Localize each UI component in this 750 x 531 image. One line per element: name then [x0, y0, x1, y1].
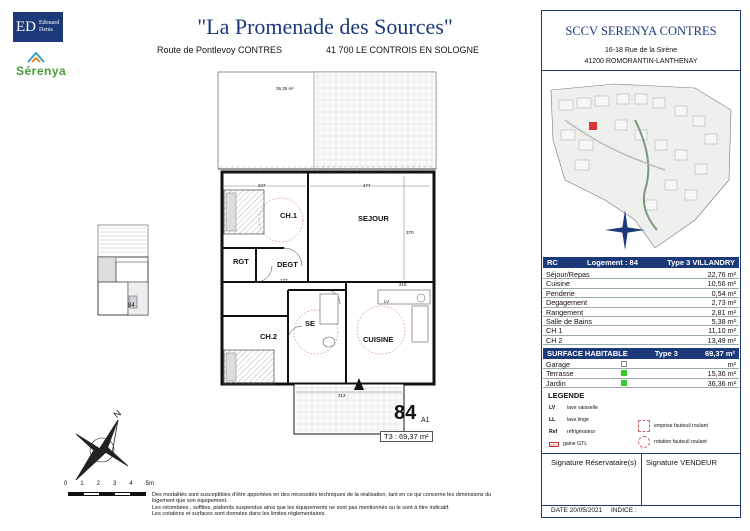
room-ch2-label: CH.2 — [260, 332, 278, 341]
address-road: Route de Pontlevoy CONTRES — [157, 45, 283, 55]
scale-4: 4 — [129, 481, 133, 487]
room-rgt-label: RGT — [233, 257, 249, 266]
room-table — [543, 270, 739, 345]
room-name: CH 1 — [546, 326, 563, 336]
logo-line2: Denis — [39, 27, 53, 33]
legend-label: emprise fauteuil roulant — [654, 423, 708, 429]
unit-summary: T3 : 69,37 m² — [380, 431, 433, 442]
room-degt-label: DEGT — [277, 260, 298, 269]
legend-rotation — [638, 436, 707, 448]
room-sejour-label: SEJOUR — [358, 214, 389, 223]
room-name: Degagement — [546, 298, 588, 308]
wheelchair-rotation-icon — [638, 436, 650, 448]
legend-emprise — [638, 420, 708, 432]
disclaimer-line-1: Des modalités sont susceptibles d'être apportées en des nécessités techniques de la réalisation, tant en ce qui concerne les dimensions du — [152, 492, 492, 498]
house-icon — [26, 50, 46, 64]
legend-title: LEGENDE — [548, 391, 585, 400]
room-se-label: SE — [305, 319, 316, 328]
room-area: 11,10 m² — [708, 326, 736, 336]
serenya-logo — [16, 56, 78, 78]
room-area: 13,49 m² — [707, 335, 736, 345]
table-row — [543, 326, 739, 335]
dim-177: 177 — [280, 278, 288, 283]
table-row — [543, 369, 739, 378]
legend-label: lave vaisselle — [567, 405, 598, 411]
scale-3: 3 — [112, 481, 117, 487]
dim-370: 370 — [406, 230, 414, 235]
scale-5: 5m — [145, 481, 154, 487]
room-cuisine-label: CUISINE — [363, 335, 394, 344]
table-row — [543, 279, 739, 288]
surface-type: Type 3 — [654, 349, 678, 358]
room-name: Cuisine — [546, 279, 570, 289]
table-row — [543, 379, 739, 388]
footer-indice: INDICE : — [611, 507, 637, 514]
room-name: CH 2 — [546, 335, 563, 345]
room-name: Penderie — [546, 288, 575, 298]
room-name: Séjour/Repas — [546, 270, 590, 279]
disclaimer-line-4: Les cotations et surfaces sont données dans les limites réglementaires. — [152, 511, 326, 518]
legend-label: gaine GTL — [563, 441, 588, 447]
annex-name: Garage — [546, 360, 570, 369]
garden-area-label: 36,36 m² — [276, 86, 294, 91]
unit-number: 84 — [394, 402, 417, 424]
compass-rose-icon — [62, 408, 142, 490]
lv-label: LV — [384, 299, 390, 304]
table-row — [543, 289, 739, 298]
room-area: 10,56 m² — [707, 279, 736, 289]
table-row — [543, 298, 739, 307]
scale-1: 1 — [80, 481, 84, 487]
key-plan-unit-label: 84 — [128, 303, 135, 309]
site-map — [545, 80, 737, 252]
annex-name: Jardin — [546, 378, 566, 388]
edouard-denis-logo — [13, 12, 63, 42]
scale-0: 0 — [64, 481, 68, 487]
table-row — [543, 336, 739, 345]
lot-logement: Logement : 84 — [587, 258, 638, 267]
annex-mark-green — [621, 370, 627, 376]
legend-label: rotation fauteuil roulant — [654, 439, 707, 445]
lot-rc: RC — [547, 258, 558, 267]
room-area: 0,54 m² — [711, 288, 736, 298]
signature-vendeur[interactable]: Signature VENDEUR — [646, 458, 717, 467]
lot-type: Type 3 VILLANDRY — [667, 258, 735, 267]
dim-215: 215 — [399, 282, 407, 287]
logo-monogram: ED — [16, 18, 36, 35]
table-row — [543, 270, 739, 279]
room-area: 22,76 m² — [707, 270, 736, 279]
surface-label: SURFACE HABITABLE — [547, 349, 628, 358]
lot-header — [543, 257, 739, 268]
logo-line1: Edouard — [39, 20, 60, 26]
room-area: 2,73 m² — [711, 298, 736, 308]
legend-code: LL — [549, 417, 556, 423]
dim-313: 313 — [338, 393, 346, 398]
legend-item-gtl — [549, 441, 587, 447]
disclaimer — [152, 492, 534, 518]
room-name: Salle de Bains — [546, 316, 592, 326]
annex-area: 36,36 m² — [707, 378, 736, 388]
legend-label: lave linge — [567, 417, 589, 423]
room-area: 5,38 m² — [711, 316, 736, 326]
dim-347: 347 — [258, 183, 266, 188]
footer-date: DATE 20/05/2021 — [551, 507, 603, 514]
legend-code: Ref — [549, 429, 558, 435]
legend-label: réfrigérateur — [567, 429, 596, 435]
legend-code: LV — [549, 405, 556, 411]
compass-n-label: N — [111, 408, 123, 420]
annex-mark-green — [621, 380, 627, 386]
company-name: SCCV SERENYA CONTRES — [565, 24, 717, 38]
annex-table — [543, 360, 739, 388]
disclaimer-line-2: logement que son équipement. — [152, 498, 228, 505]
gtl-icon: GTL — [549, 442, 559, 447]
scale-2: 2 — [96, 481, 100, 487]
annex-area: 15,36 m² — [707, 369, 736, 379]
company-addr1: 16-18 Rue de la Sirène — [605, 47, 677, 54]
legend-item-lv — [549, 405, 598, 411]
signature-divider-mid — [641, 453, 642, 505]
room-area: 2,81 m² — [711, 307, 736, 317]
footer-divider — [541, 505, 741, 506]
annex-mark-empty — [621, 361, 627, 367]
signature-reservataire[interactable]: Signature Réservataire(s) — [551, 458, 637, 467]
scale-bar — [68, 492, 146, 496]
annex-name: Terrasse — [546, 369, 574, 379]
annex-area: m² — [727, 360, 736, 369]
room-ch1-label: CH.1 — [280, 211, 298, 220]
disclaimer-line-3: Les retombées , soffites, plafonds suspendus ainsi que les équipements ne sont pas mentionnés ou le sont à titre indicatif. — [152, 504, 450, 511]
company-addr2: 41200 ROMORANTIN-LANTHENAY — [584, 58, 698, 65]
key-plan — [95, 222, 155, 322]
table-row — [543, 308, 739, 317]
scale-labels — [64, 481, 154, 487]
dim-477: 477 — [363, 183, 371, 188]
wheelchair-area-icon — [638, 420, 650, 432]
table-row — [543, 317, 739, 326]
address-city: 41 700 LE CONTROIS EN SOLOGNE — [326, 45, 480, 55]
serenya-logo-text: Sérenya — [16, 64, 67, 78]
surface-total: 69,37 m² — [704, 349, 735, 358]
unit-suffix: A1 — [421, 417, 430, 424]
company-divider — [541, 70, 741, 71]
legend-item-ref — [549, 429, 595, 435]
floor-plan — [216, 70, 440, 450]
project-title: "La Promenade des Sources" — [197, 14, 453, 39]
legend-item-ll — [549, 417, 589, 423]
room-name: Rangement — [546, 307, 584, 317]
surface-habitable-bar — [543, 348, 739, 359]
table-row — [543, 360, 739, 369]
